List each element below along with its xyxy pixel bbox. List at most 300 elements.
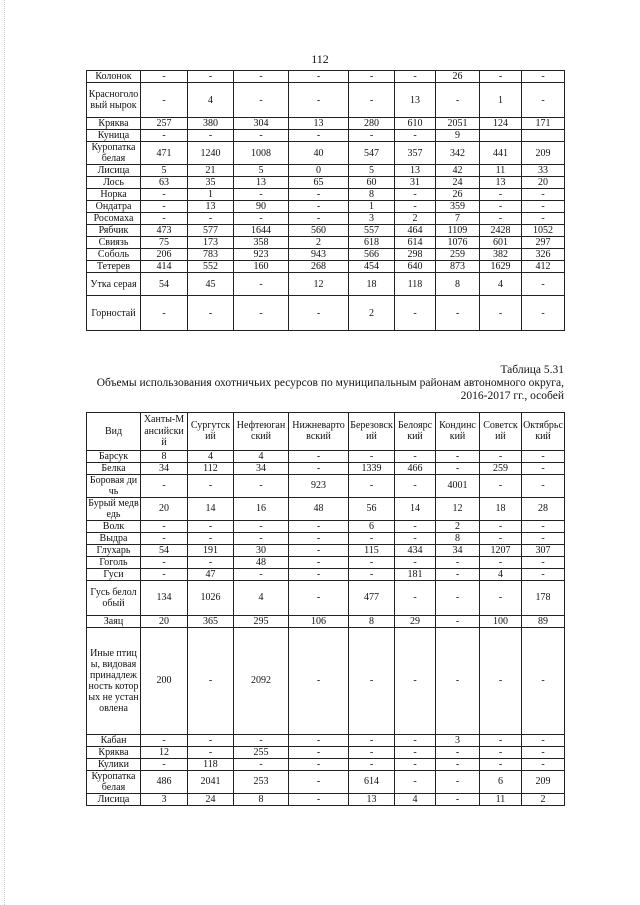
value-cell: - [289, 83, 349, 118]
value-cell: 1026 [188, 580, 234, 615]
value-cell: 2 [436, 520, 480, 532]
value-cell: - [141, 189, 188, 201]
value-cell: 2092 [234, 627, 289, 734]
value-cell: - [289, 734, 349, 746]
value-cell: 18 [349, 273, 395, 296]
table-row [87, 734, 565, 746]
value-cell: - [141, 758, 188, 770]
value-cell: - [188, 71, 234, 83]
value-cell: - [289, 580, 349, 615]
table-row [87, 177, 565, 189]
value-cell: - [141, 568, 188, 580]
value-cell: 40 [289, 142, 349, 165]
value-cell: 20 [141, 615, 188, 627]
value-cell: 1076 [436, 237, 480, 249]
value-cell: - [395, 734, 436, 746]
species-cell: Рябчик [87, 225, 141, 237]
value-cell [480, 130, 522, 142]
table-title-line2: 2016-2017 гг., особей [460, 390, 564, 402]
hunting-table-continued [86, 70, 565, 331]
value-cell: 295 [234, 615, 289, 627]
value-cell: - [395, 296, 436, 331]
value-cell: 14 [188, 497, 234, 520]
value-cell: 259 [436, 249, 480, 261]
value-cell: 2 [349, 296, 395, 331]
value-cell: 29 [395, 615, 436, 627]
value-cell: - [480, 580, 522, 615]
value-cell: - [480, 201, 522, 213]
value-cell: 173 [188, 237, 234, 249]
value-cell: - [436, 770, 480, 793]
value-cell: 1 [480, 83, 522, 118]
value-cell: - [522, 758, 565, 770]
value-cell: 4001 [436, 474, 480, 497]
value-cell: 1629 [480, 261, 522, 273]
value-cell: - [141, 213, 188, 225]
value-cell: - [395, 474, 436, 497]
table-row [87, 462, 565, 474]
value-cell: 118 [395, 273, 436, 296]
table-row [87, 520, 565, 532]
value-cell: 268 [289, 261, 349, 273]
value-cell: 253 [234, 770, 289, 793]
column-header: Советский [480, 413, 522, 451]
value-cell: 552 [188, 261, 234, 273]
value-cell: 56 [349, 497, 395, 520]
value-cell: 560 [289, 225, 349, 237]
value-cell: - [234, 83, 289, 118]
value-cell: - [480, 213, 522, 225]
species-cell: Красноголовый нырок [87, 83, 141, 118]
value-cell: 464 [395, 225, 436, 237]
value-cell: - [436, 556, 480, 568]
value-cell: - [234, 273, 289, 296]
value-cell: 178 [522, 580, 565, 615]
value-cell: - [436, 296, 480, 331]
scan-edge [4, 0, 6, 905]
table-row [87, 165, 565, 177]
species-cell: Гоголь [87, 556, 141, 568]
value-cell: - [436, 580, 480, 615]
value-cell: - [289, 296, 349, 331]
value-cell: 357 [395, 142, 436, 165]
value-cell: - [349, 71, 395, 83]
table-row [87, 237, 565, 249]
value-cell: 2 [395, 213, 436, 225]
table-row [87, 189, 565, 201]
species-cell: Лисица [87, 793, 141, 805]
table-row [87, 261, 565, 273]
value-cell: 8 [141, 450, 188, 462]
value-cell: 0 [289, 165, 349, 177]
column-header: Нижневартовский [289, 413, 349, 451]
value-cell: - [349, 734, 395, 746]
value-cell: - [395, 556, 436, 568]
value-cell: 34 [141, 462, 188, 474]
value-cell: - [480, 450, 522, 462]
value-cell: 209 [522, 770, 565, 793]
value-cell: 359 [436, 201, 480, 213]
value-cell: 358 [234, 237, 289, 249]
value-cell: 4 [480, 273, 522, 296]
table-row [87, 118, 565, 130]
value-cell: - [436, 758, 480, 770]
value-cell: 89 [522, 615, 565, 627]
value-cell: - [289, 627, 349, 734]
value-cell: 441 [480, 142, 522, 165]
value-cell: 1240 [188, 142, 234, 165]
value-cell: 1052 [522, 225, 565, 237]
value-cell: - [522, 450, 565, 462]
value-cell: 471 [141, 142, 188, 165]
value-cell: - [234, 130, 289, 142]
value-cell: 5 [141, 165, 188, 177]
column-header: Вид [87, 413, 141, 451]
value-cell: 12 [289, 273, 349, 296]
value-cell: - [480, 746, 522, 758]
value-cell: - [234, 758, 289, 770]
value-cell: 8 [234, 793, 289, 805]
value-cell: 100 [480, 615, 522, 627]
species-cell: Глухарь [87, 544, 141, 556]
value-cell: 2 [289, 237, 349, 249]
value-cell: 13 [188, 201, 234, 213]
value-cell: - [349, 556, 395, 568]
species-cell: Норка [87, 189, 141, 201]
table-row [87, 249, 565, 261]
column-header: Березовский [349, 413, 395, 451]
value-cell: - [188, 213, 234, 225]
value-cell: 2 [522, 793, 565, 805]
table-row [87, 474, 565, 497]
value-cell: 466 [395, 462, 436, 474]
value-cell: - [480, 532, 522, 544]
value-cell: 614 [395, 237, 436, 249]
value-cell: 33 [522, 165, 565, 177]
value-cell: 557 [349, 225, 395, 237]
value-cell: 618 [349, 237, 395, 249]
table-row [87, 580, 565, 615]
table-row [87, 627, 565, 734]
value-cell: 1008 [234, 142, 289, 165]
value-cell: - [289, 201, 349, 213]
value-cell: 8 [436, 532, 480, 544]
value-cell: 412 [522, 261, 565, 273]
value-cell: 42 [436, 165, 480, 177]
species-cell: Волк [87, 520, 141, 532]
table-title-line1: Объемы использования охотничьих ресурсов по муниципальным районам автономного округа, [96, 377, 564, 389]
value-cell: - [349, 627, 395, 734]
value-cell: 4 [188, 83, 234, 118]
value-cell: - [289, 746, 349, 758]
table-row [87, 213, 565, 225]
value-cell: 20 [141, 497, 188, 520]
value-cell: 3 [141, 793, 188, 805]
value-cell: - [395, 758, 436, 770]
value-cell: 14 [395, 497, 436, 520]
value-cell: - [141, 734, 188, 746]
value-cell: - [522, 273, 565, 296]
value-cell: 13 [395, 83, 436, 118]
table-row [87, 71, 565, 83]
value-cell: 297 [522, 237, 565, 249]
value-cell: - [522, 83, 565, 118]
value-cell: - [395, 627, 436, 734]
value-cell: 326 [522, 249, 565, 261]
value-cell: 5 [349, 165, 395, 177]
value-cell: - [480, 758, 522, 770]
value-cell: - [289, 520, 349, 532]
value-cell: - [289, 758, 349, 770]
value-cell: 1 [188, 189, 234, 201]
value-cell: 873 [436, 261, 480, 273]
value-cell: 304 [234, 118, 289, 130]
species-cell: Барсук [87, 450, 141, 462]
value-cell: 18 [480, 497, 522, 520]
table-row [87, 544, 565, 556]
table-row [87, 450, 565, 462]
value-cell: 6 [480, 770, 522, 793]
value-cell: 4 [395, 793, 436, 805]
value-cell: 454 [349, 261, 395, 273]
value-cell: - [289, 770, 349, 793]
value-cell: 134 [141, 580, 188, 615]
value-cell: - [395, 770, 436, 793]
value-cell: 13 [480, 177, 522, 189]
value-cell: 473 [141, 225, 188, 237]
table-row [87, 142, 565, 165]
value-cell: 35 [188, 177, 234, 189]
value-cell: 48 [234, 556, 289, 568]
value-cell: 115 [349, 544, 395, 556]
column-header: Сургутский [188, 413, 234, 451]
value-cell: 4 [188, 450, 234, 462]
value-cell: - [141, 556, 188, 568]
value-cell: - [436, 462, 480, 474]
table-row [87, 793, 565, 805]
value-cell: 63 [141, 177, 188, 189]
table-title [70, 377, 564, 403]
table2-body [87, 450, 565, 805]
value-cell: 2041 [188, 770, 234, 793]
value-cell: - [395, 189, 436, 201]
value-cell: - [188, 130, 234, 142]
value-cell: - [349, 532, 395, 544]
value-cell: - [289, 462, 349, 474]
value-cell: 13 [349, 793, 395, 805]
value-cell: - [395, 130, 436, 142]
value-cell: - [395, 520, 436, 532]
value-cell: 24 [436, 177, 480, 189]
value-cell: - [188, 474, 234, 497]
species-cell: Иные птицы, видовая принадлежность которых не установлена [87, 627, 141, 734]
value-cell: - [234, 568, 289, 580]
value-cell: - [522, 734, 565, 746]
value-cell: - [480, 520, 522, 532]
value-cell: 2428 [480, 225, 522, 237]
value-cell: 4 [234, 580, 289, 615]
table-row [87, 497, 565, 520]
species-cell: Колонок [87, 71, 141, 83]
value-cell: 257 [141, 118, 188, 130]
value-cell: 547 [349, 142, 395, 165]
value-cell: - [522, 627, 565, 734]
value-cell: 566 [349, 249, 395, 261]
value-cell: - [188, 532, 234, 544]
value-cell: - [234, 520, 289, 532]
value-cell: 783 [188, 249, 234, 261]
species-cell: Белка [87, 462, 141, 474]
value-cell: 8 [349, 615, 395, 627]
value-cell: - [395, 71, 436, 83]
value-cell: - [349, 83, 395, 118]
value-cell: 60 [349, 177, 395, 189]
species-cell: Свиязь [87, 237, 141, 249]
value-cell: - [522, 201, 565, 213]
value-cell: 118 [188, 758, 234, 770]
value-cell: - [234, 189, 289, 201]
species-cell: Заяц [87, 615, 141, 627]
value-cell: - [289, 189, 349, 201]
value-cell: 45 [188, 273, 234, 296]
value-cell: 640 [395, 261, 436, 273]
species-cell: Росомаха [87, 213, 141, 225]
value-cell: - [289, 544, 349, 556]
value-cell: - [289, 130, 349, 142]
value-cell: - [522, 556, 565, 568]
value-cell: 8 [436, 273, 480, 296]
value-cell: 3 [349, 213, 395, 225]
value-cell: 106 [289, 615, 349, 627]
value-cell: - [289, 213, 349, 225]
column-header: Белоярский [395, 413, 436, 451]
value-cell: - [289, 450, 349, 462]
species-cell: Бурый медведь [88, 497, 139, 520]
value-cell: - [480, 627, 522, 734]
value-cell: - [522, 746, 565, 758]
value-cell: 171 [522, 118, 565, 130]
value-cell: 434 [395, 544, 436, 556]
value-cell: - [141, 532, 188, 544]
value-cell: - [522, 71, 565, 83]
value-cell: 6 [349, 520, 395, 532]
value-cell: - [522, 213, 565, 225]
value-cell: 259 [480, 462, 522, 474]
value-cell: - [480, 189, 522, 201]
value-cell: - [395, 450, 436, 462]
table-row [87, 201, 565, 213]
value-cell: 1109 [436, 225, 480, 237]
value-cell: 11 [480, 793, 522, 805]
value-cell: 923 [289, 474, 349, 497]
value-cell: - [436, 615, 480, 627]
value-cell: 24 [188, 793, 234, 805]
table-row [87, 225, 565, 237]
value-cell: 8 [349, 189, 395, 201]
value-cell: - [188, 520, 234, 532]
table-row [87, 296, 565, 331]
value-cell: - [141, 71, 188, 83]
value-cell: 610 [395, 118, 436, 130]
hunting-resources-table [86, 412, 565, 806]
value-cell: 943 [289, 249, 349, 261]
value-cell: - [480, 296, 522, 331]
value-cell: 601 [480, 237, 522, 249]
value-cell: 34 [234, 462, 289, 474]
value-cell: 3 [436, 734, 480, 746]
value-cell: 112 [188, 462, 234, 474]
value-cell: 200 [141, 627, 188, 734]
value-cell: - [349, 758, 395, 770]
value-cell: 614 [349, 770, 395, 793]
table-row [87, 746, 565, 758]
value-cell: 34 [436, 544, 480, 556]
value-cell: 160 [234, 261, 289, 273]
species-cell: Кулики [87, 758, 141, 770]
value-cell: 4 [480, 568, 522, 580]
value-cell: - [234, 734, 289, 746]
value-cell: 206 [141, 249, 188, 261]
value-cell: 54 [141, 273, 188, 296]
value-cell: - [188, 627, 234, 734]
value-cell: 380 [188, 118, 234, 130]
value-cell: - [522, 532, 565, 544]
species-cell: Лисица [87, 165, 141, 177]
species-cell: Утка серая [87, 273, 141, 296]
species-cell: Боровая дичь [87, 474, 141, 497]
value-cell: - [141, 296, 188, 331]
value-cell: 280 [349, 118, 395, 130]
table-row [87, 556, 565, 568]
value-cell: - [234, 532, 289, 544]
species-cell: Гусь белолобый [87, 580, 141, 615]
value-cell: - [188, 734, 234, 746]
value-cell: - [480, 71, 522, 83]
value-cell: 5 [234, 165, 289, 177]
table-row [87, 568, 565, 580]
value-cell: 4 [234, 450, 289, 462]
value-cell: - [480, 474, 522, 497]
value-cell: 307 [522, 544, 565, 556]
species-cell: Ондатра [87, 201, 141, 213]
value-cell: 209 [522, 142, 565, 165]
value-cell: - [234, 213, 289, 225]
table-row [87, 83, 565, 118]
value-cell: 191 [188, 544, 234, 556]
value-cell: 365 [188, 615, 234, 627]
value-cell: - [289, 556, 349, 568]
table-row [87, 130, 565, 142]
table-row [87, 532, 565, 544]
value-cell: 26 [436, 189, 480, 201]
value-cell: 414 [141, 261, 188, 273]
value-cell: 47 [188, 568, 234, 580]
column-header: Нефтеюганский [234, 413, 289, 451]
value-cell: 298 [395, 249, 436, 261]
value-cell: - [522, 462, 565, 474]
value-cell: - [141, 201, 188, 213]
page-number: 112 [311, 52, 329, 66]
table-header-row [87, 413, 565, 451]
value-cell: - [349, 130, 395, 142]
value-cell: 12 [436, 497, 480, 520]
value-cell: - [522, 296, 565, 331]
value-cell: - [349, 450, 395, 462]
value-cell: - [436, 793, 480, 805]
value-cell: - [395, 746, 436, 758]
value-cell: 1207 [480, 544, 522, 556]
table-row [87, 758, 565, 770]
